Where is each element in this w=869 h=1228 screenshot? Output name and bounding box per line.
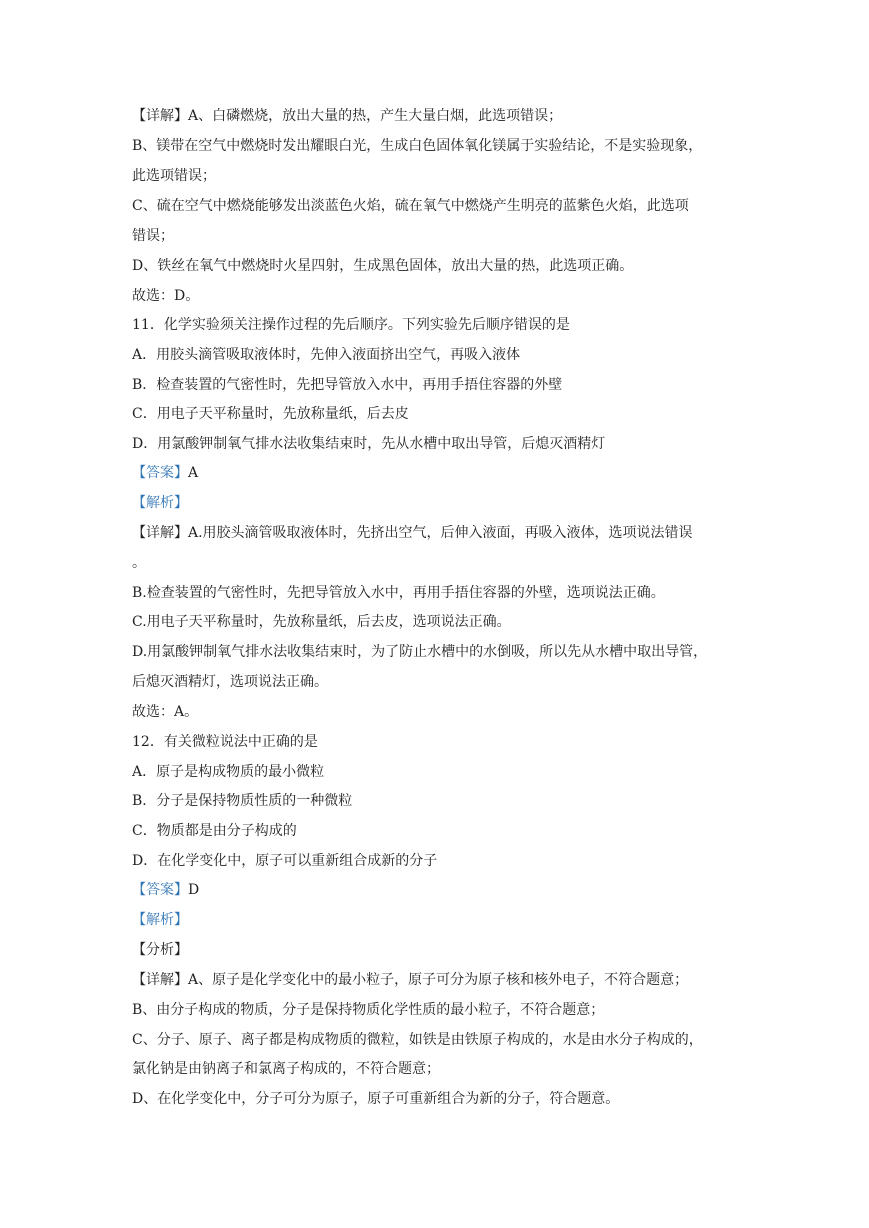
q11-detail-a-line2: 。 <box>132 555 146 571</box>
q11-option-c: C．用电子天平称量时，先放称量纸，后去皮 <box>132 406 409 422</box>
q11-answer-value: A <box>188 465 199 481</box>
q12-answer-label: 【答案】 <box>132 882 188 898</box>
q12-option-b: B．分子是保持物质性质的一种微粒 <box>132 793 353 809</box>
q10-detail-d: D、铁丝在氧气中燃烧时火星四射，生成黑色固体，放出大量的热，此选项正确。 <box>132 258 634 274</box>
q10-choose: 故选：D。 <box>132 288 200 304</box>
q11-answer-label: 【答案】 <box>132 465 188 481</box>
q10-detail-b-line2: 此选项错误； <box>132 168 216 184</box>
q12-analysis-label-text: 【解析】 <box>132 912 188 928</box>
q10-detail-c-line1: C、硫在空气中燃烧能够发出淡蓝色火焰，硫在氧气中燃烧产生明亮的蓝紫色火焰，此选项 <box>132 198 689 214</box>
q11-option-b: B．检查装置的气密性时，先把导管放入水中，再用手捂住容器的外壁 <box>132 377 563 393</box>
q11-option-a: A．用胶头滴管吸取液体时，先伸入液面挤出空气，再吸入液体 <box>132 347 521 363</box>
q12-detail-b: B、由分子构成的物质，分子是保持物质化学性质的最小粒子，不符合题意； <box>132 1002 605 1018</box>
q12-detail-d: D、在化学变化中，分子可分为原子，原子可重新组合为新的分子，符合题意。 <box>132 1091 620 1107</box>
q12-option-d: D．在化学变化中，原子可以重新组合成新的分子 <box>132 853 438 869</box>
q11-stem: 11．化学实验须关注操作过程的先后顺序。下列实验先后顺序错误的是 <box>132 317 570 333</box>
q11-analysis-label-text: 【解析】 <box>132 495 188 511</box>
q11-detail-d-line2: 后熄灭酒精灯，选项说法正确。 <box>132 674 328 690</box>
q12-detail-a: 【详解】A、原子是化学变化中的最小粒子，原子可分为原子核和核外电子，不符合题意； <box>132 972 689 988</box>
q11-detail-d-line1: D.用氯酸钾制氧气排水法收集结束时，为了防止水槽中的水倒吸，所以先从水槽中取出导管， <box>132 644 708 660</box>
q10-detail-b-line1: B、镁带在空气中燃烧时发出耀眼白光，生成白色固体氧化镁属于实验结论，不是实验现象， <box>132 138 703 154</box>
q11-analysis-label <box>132 493 742 513</box>
q11-detail-a-line1: 【详解】A.用胶头滴管吸取液体时，先挤出空气，后伸入液面，再吸入液体，选项说法错误 <box>132 525 693 541</box>
q10-detail-c-line2: 错误； <box>132 228 174 244</box>
q12-stem: 12．有关微粒说法中正确的是 <box>132 734 318 750</box>
q12-detail-c-line1: C、分子、原子、离子都是构成物质的微粒，如铁是由铁原子构成的，水是由水分子构成的， <box>132 1032 703 1048</box>
q12-analysis-label <box>132 910 742 930</box>
q12-option-c: C．物质都是由分子构成的 <box>132 823 297 839</box>
q12-answer-value: D <box>188 882 200 898</box>
q11-answer <box>132 463 742 483</box>
q11-detail-c: C.用电子天平称量时，先放称量纸，后去皮，选项说法正确。 <box>132 614 511 630</box>
q12-option-a: A．原子是构成物质的最小微粒 <box>132 764 325 780</box>
q12-answer <box>132 880 742 900</box>
q11-detail-b: B.检查装置的气密性时，先把导管放入水中，再用手捂住容器的外壁，选项说法正确。 <box>132 585 665 601</box>
q10-detail-a: 【详解】A、白磷燃烧，放出大量的热，产生大量白烟，此选项错误； <box>132 108 563 124</box>
q11-option-d: D．用氯酸钾制氧气排水法收集结束时，先从水槽中取出导管，后熄灭酒精灯 <box>132 436 606 452</box>
q12-detail-c-line2: 氯化钠是由钠离子和氯离子构成的，不符合题意； <box>132 1061 440 1077</box>
q11-choose: 故选：A。 <box>132 704 199 720</box>
q12-analyze-label: 【分析】 <box>132 942 188 958</box>
